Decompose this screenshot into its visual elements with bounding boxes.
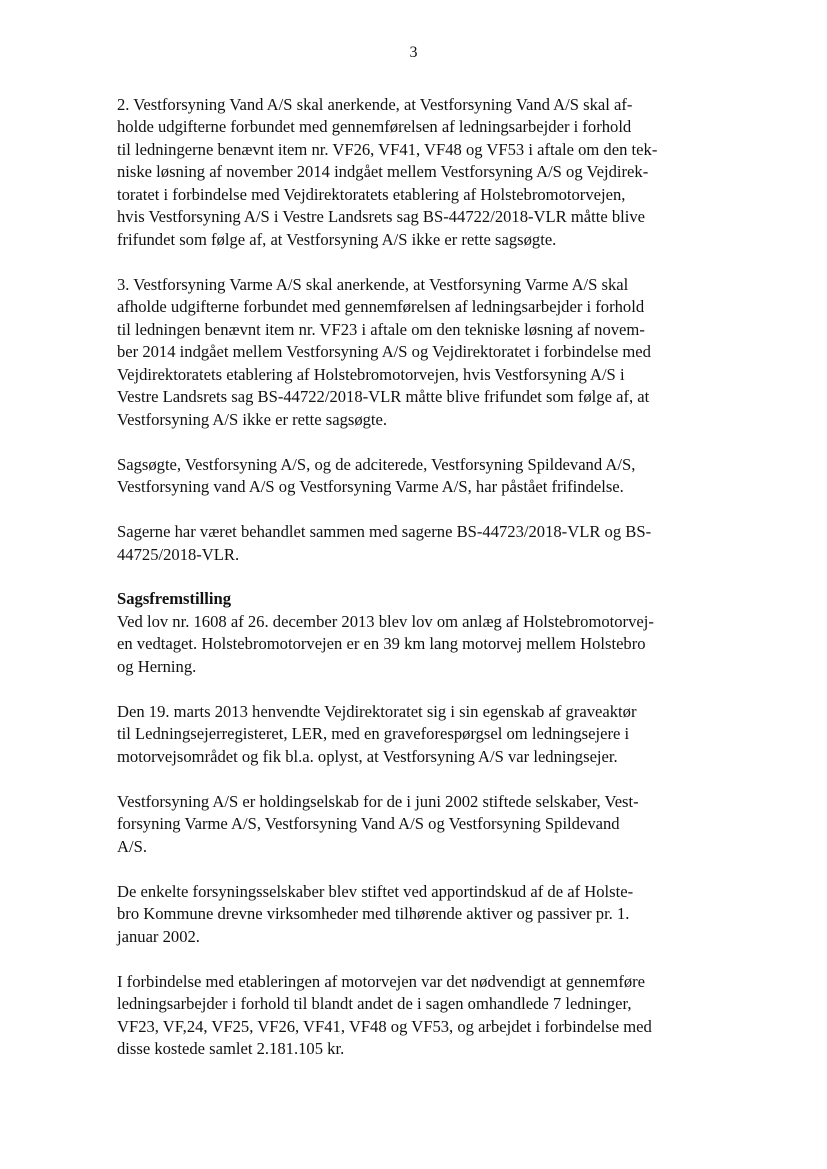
paragraph-1-line: frifundet som følge af, at Vestforsyning A/S ikke er rette sagsøgte.: [117, 230, 557, 249]
paragraph-9-line: I forbindelse med etableringen af motorvejen var det nødvendigt at gennemføre: [117, 972, 646, 991]
paragraph-7-line: forsyning Varme A/S, Vestforsyning Vand A/S og Vestforsyning Spildevand: [117, 814, 620, 833]
page-number: 3: [409, 44, 418, 61]
paragraph-6-line: Den 19. marts 2013 henvendte Vejdirektoratet sig i sin egenskab af graveaktør: [117, 702, 637, 721]
paragraph-5-line: og Herning.: [117, 657, 197, 676]
paragraph-2-line: Vestre Landsrets sag BS-44722/2018-VLR måtte blive frifundet som følge af, at: [117, 387, 650, 406]
paragraph-9-line: VF23, VF,24, VF25, VF26, VF41, VF48 og VF53, og arbejdet i forbindelse med: [117, 1017, 652, 1036]
paragraph-6-line: motorvejsområdet og fik bl.a. oplyst, at Vestforsyning A/S var ledningsejer.: [117, 747, 618, 766]
paragraph-9-line: ledningsarbejder i forhold til blandt andet de i sagen omhandlede 7 ledninger,: [117, 994, 632, 1013]
paragraph-8-line: bro Kommune drevne virksomheder med tilhørende aktiver og passiver pr. 1.: [117, 904, 630, 923]
paragraph-7-line: A/S.: [117, 837, 147, 856]
paragraph-2-line: Vestforsyning A/S ikke er rette sagsøgte.: [117, 410, 388, 429]
section-heading: Sagsfremstilling: [117, 589, 232, 608]
paragraph-3-line: Vestforsyning vand A/S og Vestforsyning Varme A/S, har påstået frifindelse.: [117, 477, 624, 496]
paragraph-5-line: Ved lov nr. 1608 af 26. december 2013 blev lov om anlæg af Holstebromotorvej-: [117, 612, 654, 631]
paragraph-2-line: til ledningen benævnt item nr. VF23 i aftale om den tekniske løsning af novem-: [117, 320, 645, 339]
paragraph-3-line: Sagsøgte, Vestforsyning A/S, og de adciterede, Vestforsyning Spildevand A/S,: [117, 455, 636, 474]
paragraph-2-line: afholde udgifterne forbundet med gennemførelsen af ledningsarbejder i forhold: [117, 297, 645, 316]
paragraph-1-line: holde udgifterne forbundet med gennemførelsen af ledningsarbejder i forhold: [117, 117, 632, 136]
paragraph-2-line: ber 2014 indgået mellem Vestforsyning A/S og Vejdirektoratet i forbindelse med: [117, 342, 651, 361]
paragraph-1-line: til ledningerne benævnt item nr. VF26, VF41, VF48 og VF53 i aftale om den tek-: [117, 140, 658, 159]
paragraph-7-line: Vestforsyning A/S er holdingselskab for de i juni 2002 stiftede selskaber, Vest-: [117, 792, 639, 811]
paragraph-9-line: disse kostede samlet 2.181.105 kr.: [117, 1039, 345, 1058]
paragraph-1-line: 2. Vestforsyning Vand A/S skal anerkende, at Vestforsyning Vand A/S skal af-: [117, 95, 633, 114]
paragraph-2-line: Vejdirektoratets etablering af Holstebromotorvejen, hvis Vestforsyning A/S i: [117, 365, 625, 384]
paragraph-8-line: januar 2002.: [117, 927, 200, 946]
paragraph-4-line: Sagerne har været behandlet sammen med sagerne BS-44723/2018-VLR og BS-: [117, 522, 652, 541]
paragraph-1-line: niske løsning af november 2014 indgået mellem Vestforsyning A/S og Vejdirek-: [117, 162, 649, 181]
paragraph-1-line: toratet i forbindelse med Vejdirektoratets etablering af Holstebromotorvejen,: [117, 185, 626, 204]
paragraph-8-line: De enkelte forsyningsselskaber blev stiftet ved apportindskud af de af Holste-: [117, 882, 634, 901]
paragraph-1-line: hvis Vestforsyning A/S i Vestre Landsrets sag BS-44722/2018-VLR måtte blive: [117, 207, 646, 226]
paragraph-4-line: 44725/2018-VLR.: [117, 545, 240, 564]
paragraph-5-line: en vedtaget. Holstebromotorvejen er en 39 km lang motorvej mellem Holstebro: [117, 634, 646, 653]
paragraph-2-line: 3. Vestforsyning Varme A/S skal anerkende, at Vestforsyning Varme A/S skal: [117, 275, 629, 294]
paragraph-6-line: til Ledningsejerregisteret, LER, med en graveforespørgsel om ledningsejere i: [117, 724, 630, 743]
